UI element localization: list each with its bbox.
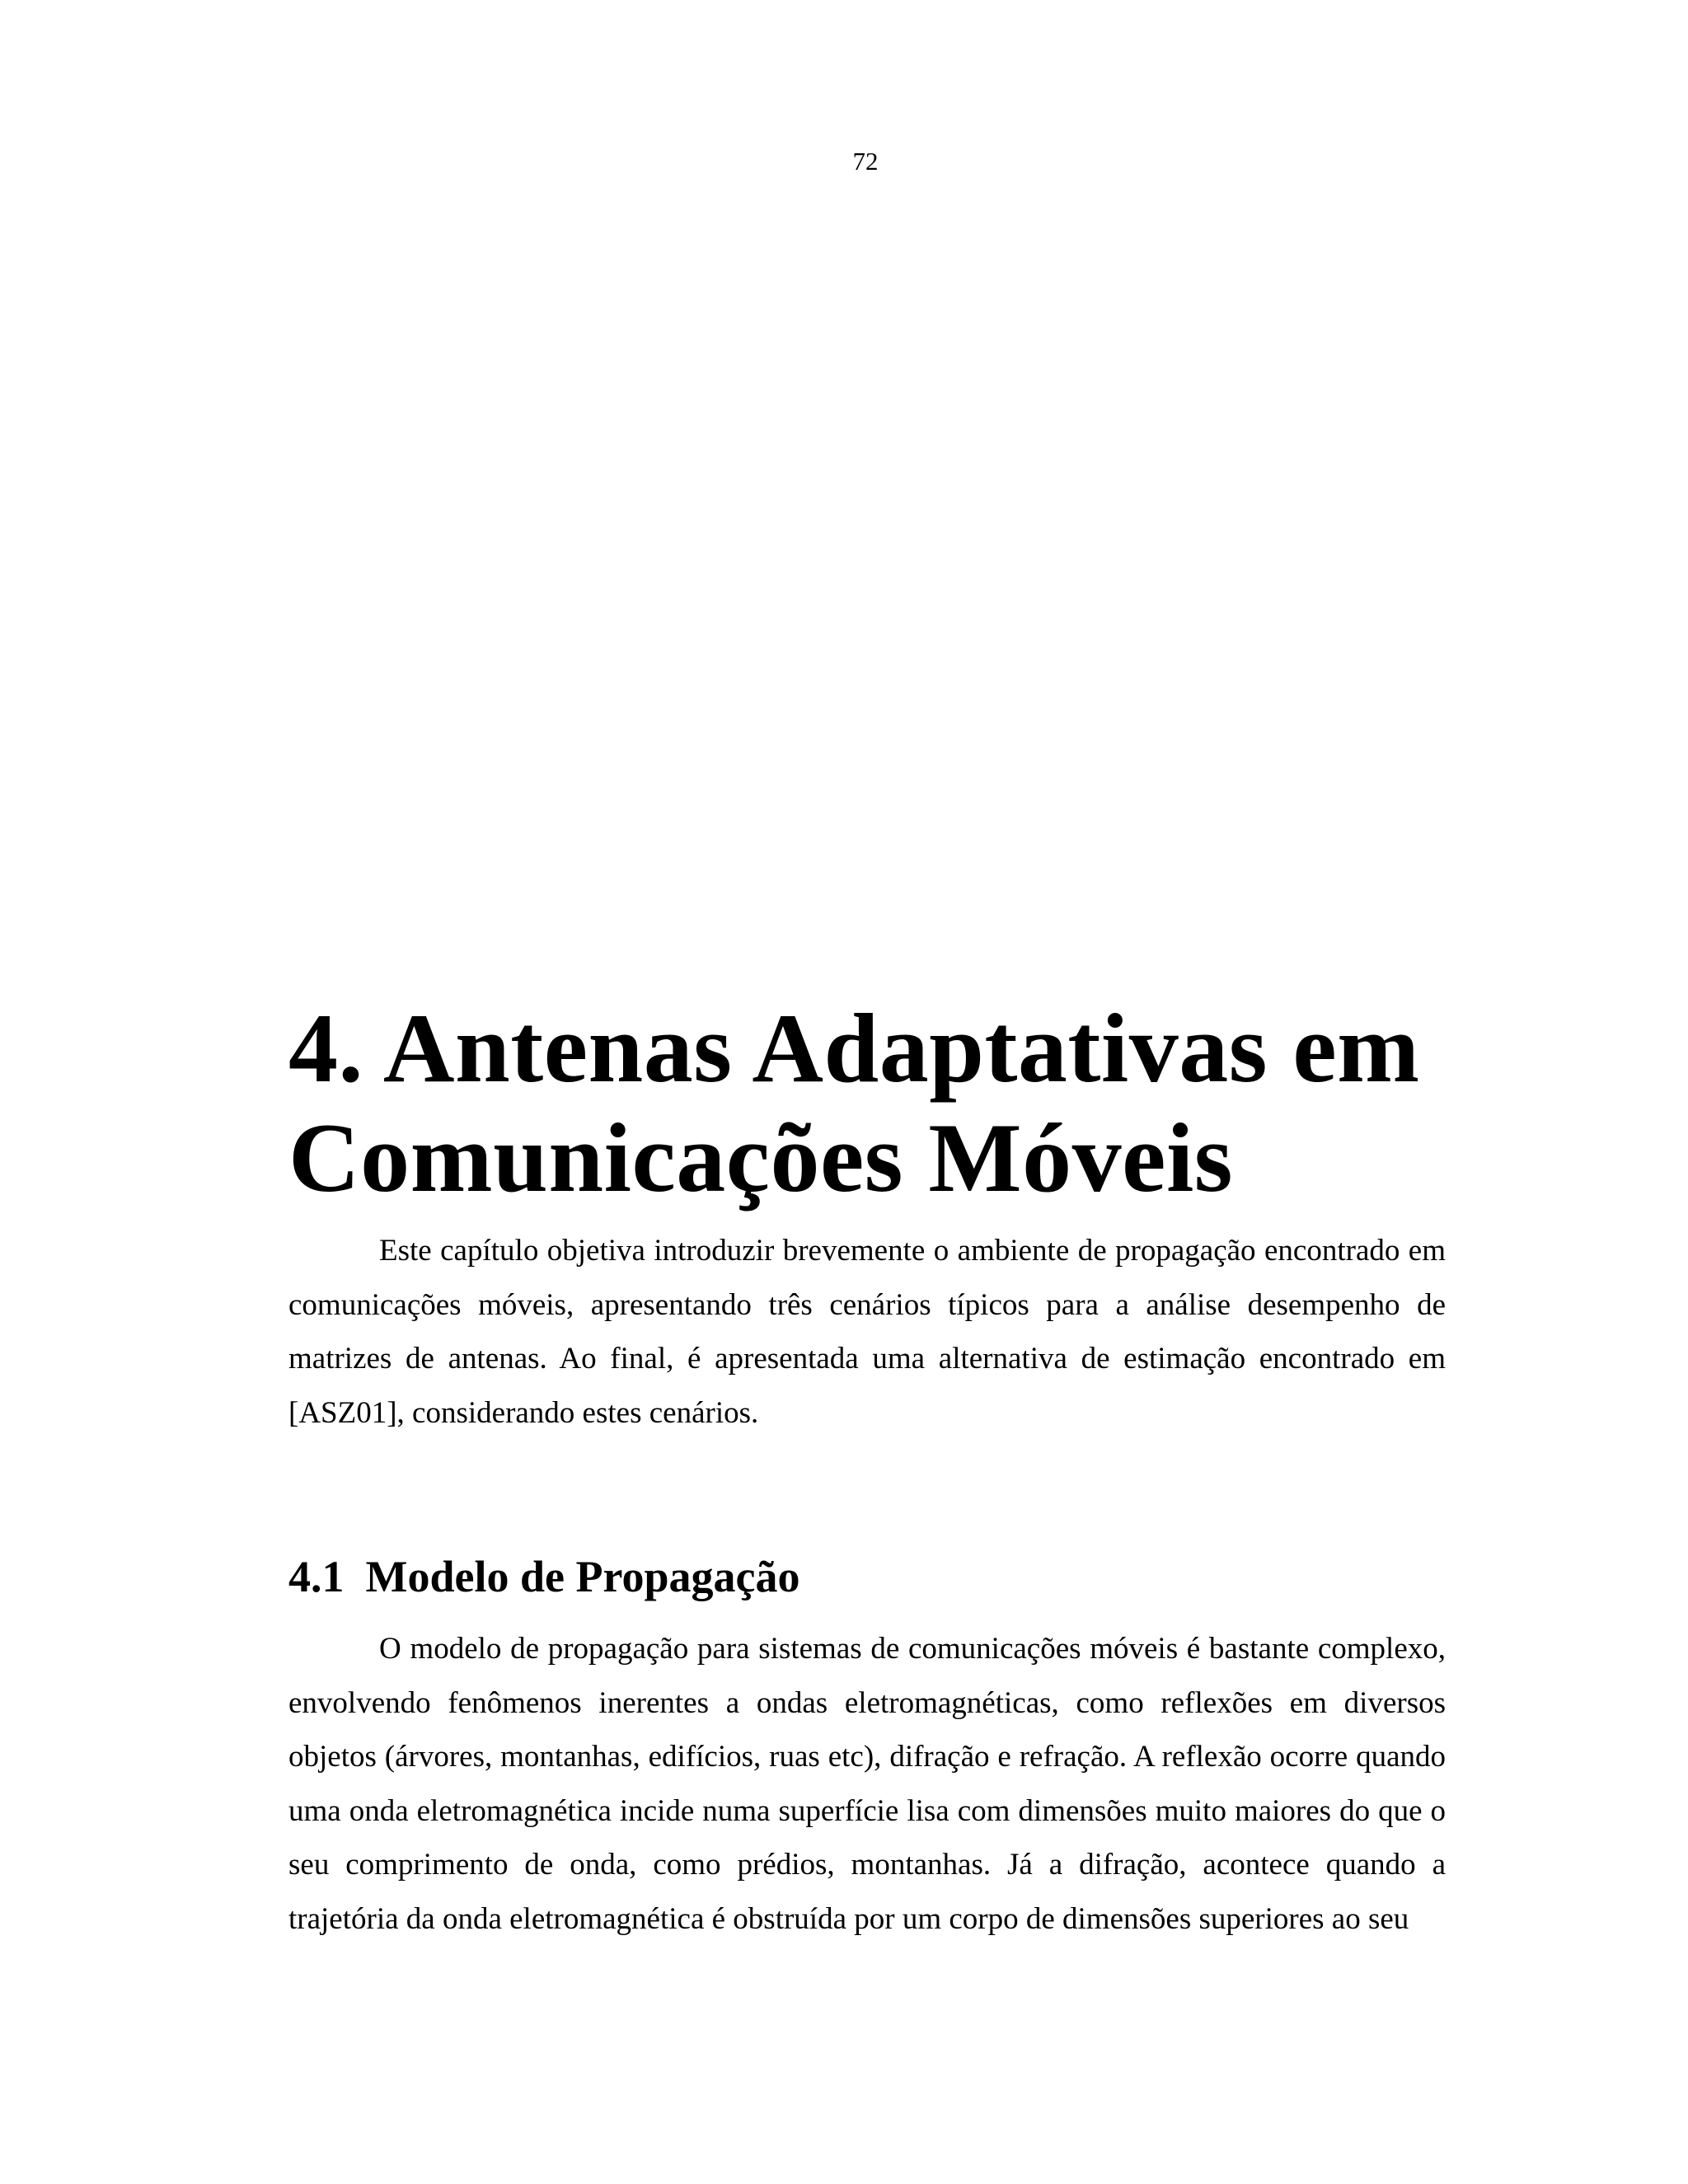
section-title: Modelo de Propagação <box>365 1552 800 1601</box>
section-number: 4.1 <box>288 1552 345 1601</box>
section-body-paragraph: O modelo de propagação para sistemas de comunicações móveis é bastante complexo, envolvendo fenômenos inerentes a ondas eletromagnéticas, como reflexões em diversos objetos (árvores, montanhas, edifícios, ruas etc), difração e refração. A reflexão ocorre quando uma onda eletromagnética incide numa superfície lisa com dimensões muito maiores do que o seu comprimento de onda, como prédios, montanhas. Já a difração, acontece quando a trajetória da onda eletromagnética é obstruída por um corpo de dimensões superiores ao seu <box>288 1632 1446 1936</box>
page-number: 72 <box>852 147 879 176</box>
chapter-title: 4. Antenas Adaptativas em Comunicações Móveis <box>288 993 1420 1212</box>
section-heading <box>288 1548 799 1605</box>
chapter-intro-paragraph: Este capítulo objetiva introduzir brevemente o ambiente de propagação encontrado em comunicações móveis, apresentando três cenários típicos para a análise desempenho de matrizes de antenas. Ao final, é apresentada uma alternativa de estimação encontrado em [ASZ01], considerando estes cenários. <box>288 1234 1446 1430</box>
